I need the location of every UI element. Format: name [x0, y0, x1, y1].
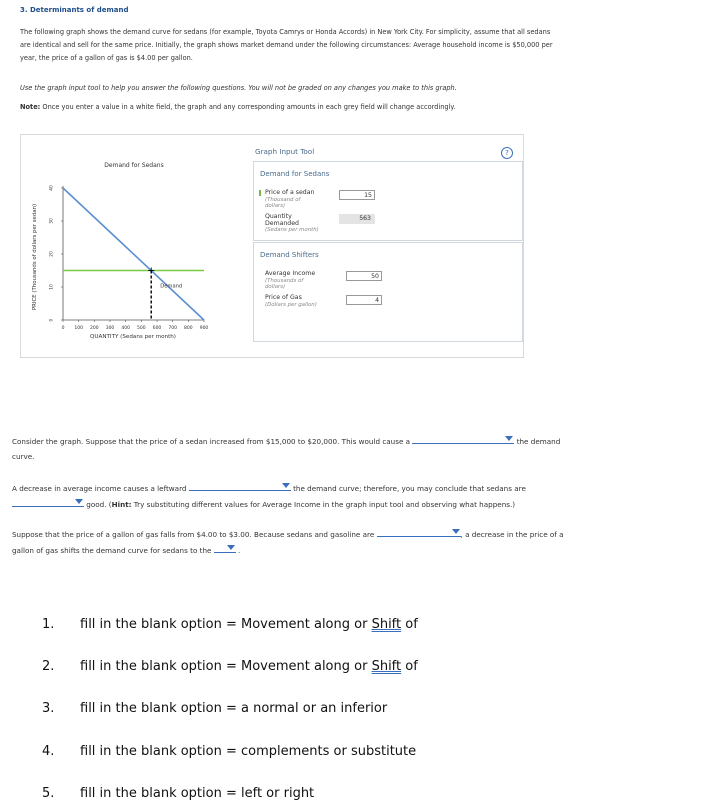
qty-sub: (Sedans per month) [265, 227, 319, 234]
q1-dropdown[interactable] [412, 433, 514, 444]
x-tick-label: 800 [184, 326, 193, 331]
qty-label: Quantity Demanded [265, 213, 299, 227]
option-item-3 [42, 701, 387, 716]
y-tick-label: 10 [49, 284, 55, 290]
x-tick-label: 0 [61, 326, 65, 331]
option-item-2 [42, 659, 418, 674]
q1-text-a: Consider the graph. Suppose that the price of a sedan increased from $15,000 to $20,000. This would cause a [12, 437, 411, 446]
option-after: of [401, 659, 418, 674]
shifters-panel [253, 242, 523, 342]
income-sub: (Thousands of dollars) [265, 277, 304, 291]
note-text [20, 101, 455, 114]
x-tick-label: 600 [152, 326, 162, 331]
price-sub: (Thousand of dollars) [265, 196, 301, 210]
y-axis-label: PRICE (Thousands of dollars per sedan) [32, 203, 38, 311]
option-text: fill in the blank option = Movement along or [80, 617, 372, 632]
note-label: Note: [20, 103, 41, 111]
chevron-down-icon [452, 529, 460, 534]
x-tick-label: 700 [168, 326, 177, 331]
gas-label-group [265, 295, 317, 308]
x-axis-label: QUANTITY (Sedans per month) [90, 334, 176, 340]
chart-title: Demand for Sedans [104, 162, 164, 169]
q3-text-d: . [238, 546, 241, 555]
option-num: 5. [42, 786, 55, 801]
x-tick-label: 300 [105, 326, 115, 331]
question-1 [12, 433, 702, 464]
income-label: Average Income [265, 270, 316, 277]
demand-chart[interactable] [21, 135, 251, 357]
graph-input-tool [251, 139, 521, 351]
qty-label-group [265, 214, 335, 234]
y-tick-label: 0 [49, 318, 55, 322]
option-shift-word: Shift [371, 617, 402, 632]
q2-text-d: Try substituting different values for Average Income in the graph input tool and observing what happens.) [131, 500, 516, 509]
instruction-text: Use the graph input tool to help you answer the following questions. You will not be graded on any changes you make to this graph. [20, 84, 457, 92]
y-tick-label: 30 [49, 218, 55, 224]
question-3 [12, 526, 704, 558]
income-input[interactable]: 50 [346, 271, 382, 281]
q2-hint-label: Hint: [111, 500, 132, 509]
chart-axes [49, 185, 209, 331]
option-text: fill in the blank option = Movement along or [80, 659, 372, 674]
chevron-down-icon [282, 483, 290, 488]
option-text: fill in the blank option = a normal or an inferior [80, 701, 388, 716]
price-marker-icon [259, 190, 261, 196]
option-num: 3. [42, 701, 55, 716]
q2-dropdown-2[interactable] [12, 496, 84, 507]
demand-curve-label: Demand [160, 283, 183, 290]
demand-panel-title: Demand for Sedans [260, 170, 330, 178]
option-item-4 [42, 744, 416, 759]
option-text: fill in the blank option = complements or substitute [80, 744, 417, 759]
q1-text-b: the demand [516, 437, 561, 446]
help-icon[interactable]: ? [501, 147, 513, 159]
qty-output: 563 [339, 214, 375, 224]
income-label-group [265, 271, 321, 291]
option-num: 4. [42, 744, 55, 759]
x-tick-label: 100 [74, 326, 83, 331]
q1-text-c: curve. [12, 452, 35, 461]
chevron-down-icon [505, 436, 513, 441]
chevron-down-icon [75, 499, 83, 504]
q2-text-b: the demand curve; therefore, you may conclude that sedans are [293, 484, 526, 493]
q3-dropdown-1[interactable] [377, 526, 461, 537]
shifters-panel-title: Demand Shifters [260, 251, 319, 259]
x-tick-label: 900 [199, 326, 209, 331]
section-title: 3. Determinants of demand [20, 6, 129, 14]
q2-text-c: good. ( [86, 500, 112, 509]
question-2 [12, 480, 702, 512]
option-item-1 [42, 617, 418, 632]
option-num: 2. [42, 659, 55, 674]
x-tick-label: 200 [90, 326, 99, 331]
q3-text-a: Suppose that the price of a gallon of gas falls from $4.00 to $3.00. Because sedans and gasoline are [12, 530, 375, 539]
price-label: Price of a sedan [265, 189, 315, 196]
price-input[interactable]: 15 [339, 190, 375, 200]
q3-text-b: , a decrease in the price of a [460, 530, 564, 539]
gas-input[interactable]: 4 [346, 295, 382, 305]
tool-title: Graph Input Tool [255, 147, 315, 156]
demand-curve [63, 188, 204, 320]
q2-text-a: A decrease in average income causes a leftward [12, 484, 187, 493]
q3-text-c: gallon of gas shifts the demand curve for sedans to the [12, 546, 212, 555]
chart-marks [63, 188, 204, 320]
x-tick-label: 400 [121, 326, 130, 331]
option-item-5 [42, 786, 314, 801]
option-shift-word: Shift [371, 659, 402, 674]
option-after: of [401, 617, 418, 632]
graph-container [20, 134, 524, 358]
intro-paragraph: The following graph shows the demand curve for sedans (for example, Toyota Camrys or Honda Accords) in New York City. For simplicity, assume that all sedans are identical and sell for the same price. Initially, the graph shows market demand under the following circumstances: Average household income is $50,000 per year, the price of a gallon of gas is $4.00 per gallon. [20, 28, 553, 62]
chevron-down-icon [227, 545, 235, 550]
y-tick-label: 20 [49, 251, 55, 257]
note-body: Once you enter a value in a white field, the graph and any corresponding amounts in each grey field will change accordingly. [40, 103, 456, 111]
option-num: 1. [42, 617, 55, 632]
option-text: fill in the blank option = left or right [80, 786, 315, 801]
y-tick-label: 40 [49, 185, 55, 191]
gas-sub: (Dollars per gallon) [265, 301, 317, 308]
demand-panel [253, 161, 523, 241]
price-label-group [265, 190, 317, 210]
q3-dropdown-2[interactable] [214, 542, 236, 553]
gas-label: Price of Gas [265, 294, 302, 301]
x-tick-label: 500 [137, 326, 146, 331]
q2-dropdown-1[interactable] [189, 480, 291, 491]
